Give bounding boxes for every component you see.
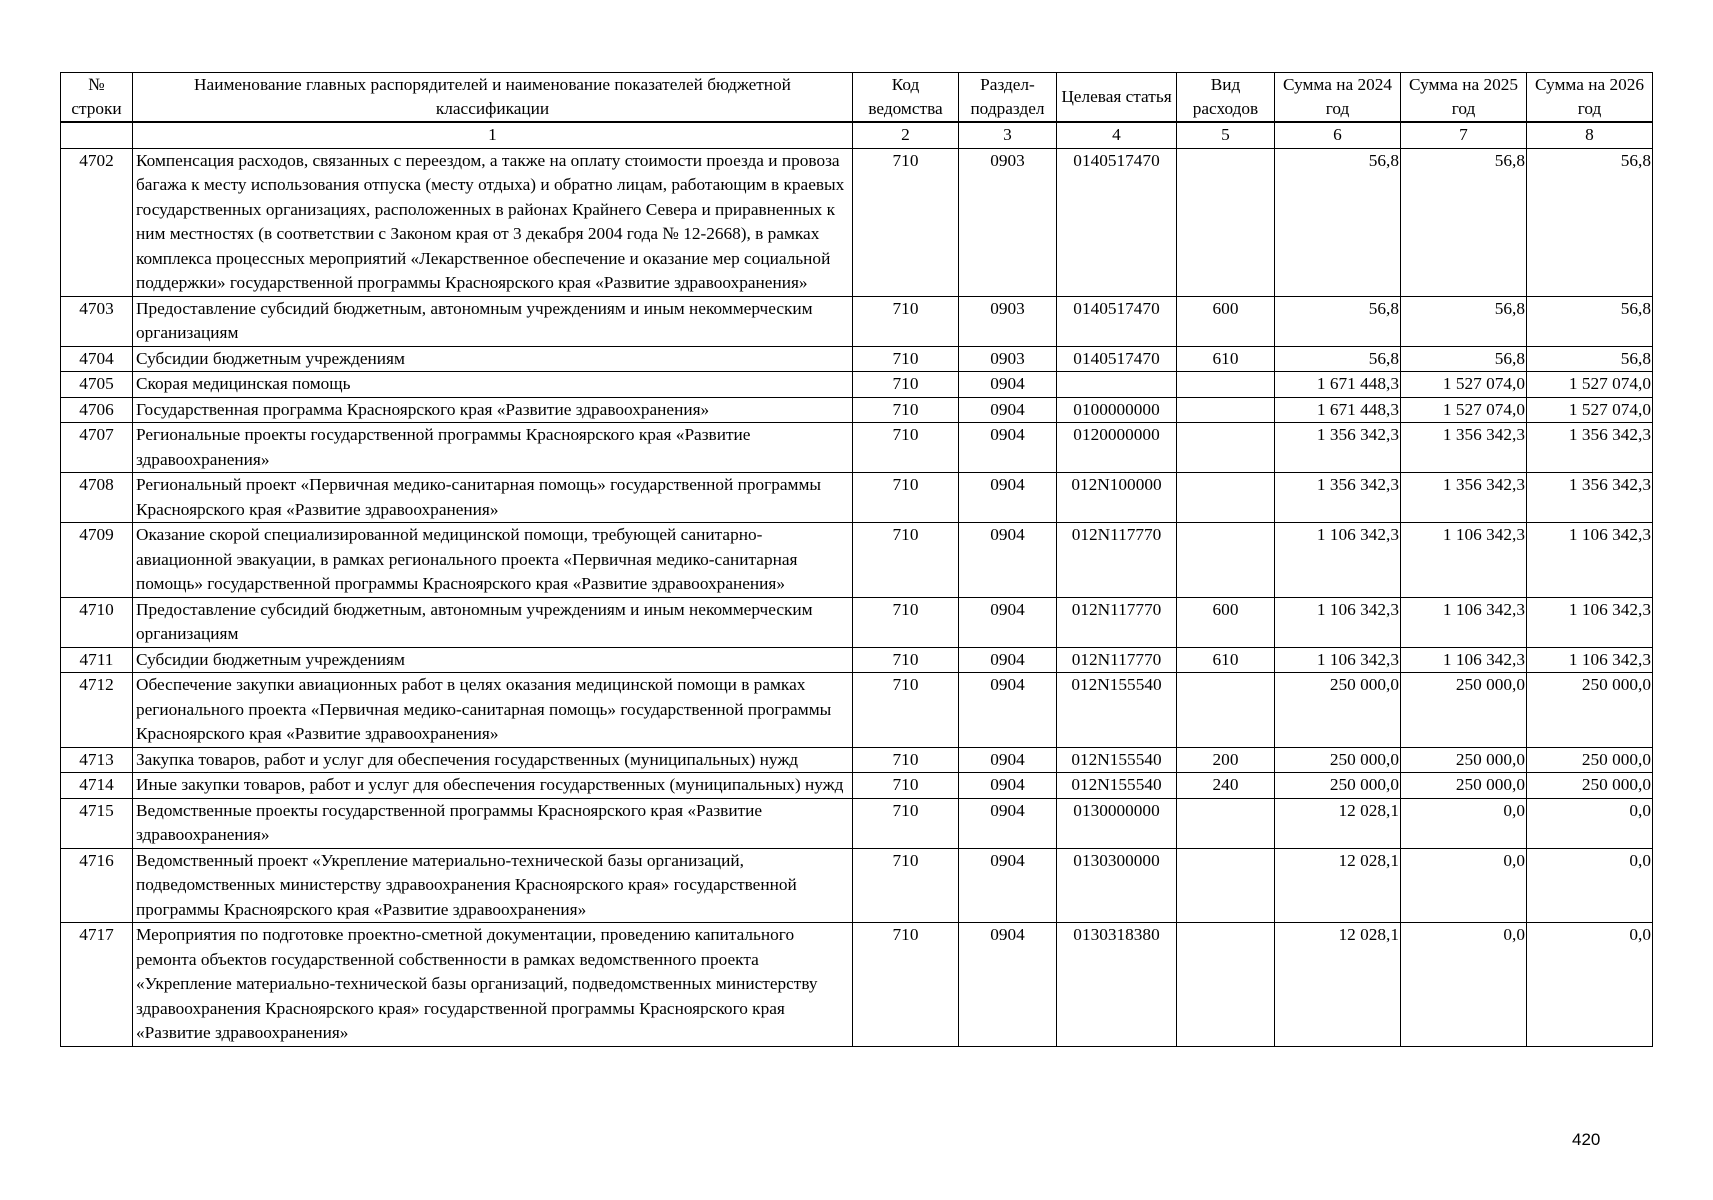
row-sum-2026: 250 000,0 [1527, 773, 1653, 799]
row-target: 012N155540 [1057, 673, 1177, 748]
header-section: Раздел-подраздел [959, 73, 1057, 123]
row-name: Оказание скорой специализированной медицинской помощи, требующей санитарно-авиационной эвакуации, в рамках регионального проекта «Первичная медико-санитарная помощь» государственной программы Красноярского края «Развитие здравоохранения» [133, 523, 853, 598]
column-number: 1 [133, 122, 853, 148]
table-row [61, 747, 1653, 773]
row-dept-code: 710 [853, 148, 959, 296]
table-row [61, 673, 1653, 748]
row-expense-type [1177, 372, 1275, 398]
header-row-number: № строки [61, 73, 133, 123]
row-section: 0904 [959, 798, 1057, 848]
row-sum-2024: 1 671 448,3 [1275, 397, 1401, 423]
row-sum-2024: 1 106 342,3 [1275, 523, 1401, 598]
row-name: Иные закупки товаров, работ и услуг для обеспечения государственных (муниципальных) нужд [133, 773, 853, 799]
row-section: 0903 [959, 148, 1057, 296]
column-number: 7 [1401, 122, 1527, 148]
row-target: 012N117770 [1057, 523, 1177, 598]
row-section: 0904 [959, 597, 1057, 647]
row-dept-code: 710 [853, 923, 959, 1047]
row-section: 0904 [959, 647, 1057, 673]
row-sum-2025: 250 000,0 [1401, 773, 1527, 799]
row-dept-code: 710 [853, 473, 959, 523]
row-number: 4704 [61, 346, 133, 372]
row-section: 0904 [959, 747, 1057, 773]
row-name: Скорая медицинская помощь [133, 372, 853, 398]
row-sum-2026: 250 000,0 [1527, 747, 1653, 773]
row-sum-2025: 56,8 [1401, 296, 1527, 346]
row-number: 4709 [61, 523, 133, 598]
row-target: 012N117770 [1057, 647, 1177, 673]
row-sum-2026: 1 106 342,3 [1527, 597, 1653, 647]
row-sum-2025: 1 106 342,3 [1401, 647, 1527, 673]
row-sum-2025: 0,0 [1401, 923, 1527, 1047]
row-target: 0100000000 [1057, 397, 1177, 423]
row-dept-code: 710 [853, 346, 959, 372]
row-section: 0904 [959, 397, 1057, 423]
row-target: 012N100000 [1057, 473, 1177, 523]
row-number: 4706 [61, 397, 133, 423]
row-sum-2024: 250 000,0 [1275, 673, 1401, 748]
header-dept-code: Код ведомства [853, 73, 959, 123]
row-name: Субсидии бюджетным учреждениям [133, 647, 853, 673]
row-name: Региональный проект «Первичная медико-санитарная помощь» государственной программы Красноярского края «Развитие здравоохранения» [133, 473, 853, 523]
table-row [61, 773, 1653, 799]
row-target: 0140517470 [1057, 148, 1177, 296]
row-sum-2026: 56,8 [1527, 148, 1653, 296]
row-name: Ведомственный проект «Укрепление материально-технической базы организаций, подведомственных министерству здравоохранения Красноярского края» государственной программы Красноярского края «Развитие здравоохранения» [133, 848, 853, 923]
row-number: 4707 [61, 423, 133, 473]
row-sum-2025: 1 106 342,3 [1401, 523, 1527, 598]
row-sum-2026: 250 000,0 [1527, 673, 1653, 748]
table-row [61, 346, 1653, 372]
row-name: Ведомственные проекты государственной программы Красноярского края «Развитие здравоохранения» [133, 798, 853, 848]
table-row [61, 372, 1653, 398]
header-expense-type: Вид расходов [1177, 73, 1275, 123]
row-dept-code: 710 [853, 798, 959, 848]
row-sum-2025: 56,8 [1401, 148, 1527, 296]
header-sum-2024: Сумма на 2024 год [1275, 73, 1401, 123]
column-number [61, 122, 133, 148]
row-dept-code: 710 [853, 597, 959, 647]
row-sum-2024: 12 028,1 [1275, 848, 1401, 923]
column-number: 4 [1057, 122, 1177, 148]
row-target: 0130000000 [1057, 798, 1177, 848]
row-number: 4710 [61, 597, 133, 647]
row-dept-code: 710 [853, 673, 959, 748]
row-expense-type: 600 [1177, 296, 1275, 346]
row-expense-type [1177, 673, 1275, 748]
row-sum-2026: 1 356 342,3 [1527, 423, 1653, 473]
row-sum-2024: 12 028,1 [1275, 923, 1401, 1047]
row-sum-2025: 1 106 342,3 [1401, 597, 1527, 647]
table-row [61, 597, 1653, 647]
row-sum-2025: 1 356 342,3 [1401, 473, 1527, 523]
row-sum-2024: 250 000,0 [1275, 747, 1401, 773]
row-sum-2025: 1 356 342,3 [1401, 423, 1527, 473]
row-sum-2024: 56,8 [1275, 296, 1401, 346]
row-target [1057, 372, 1177, 398]
column-number: 5 [1177, 122, 1275, 148]
row-name: Предоставление субсидий бюджетным, автономным учреждениям и иным некоммерческим организациям [133, 296, 853, 346]
row-number: 4705 [61, 372, 133, 398]
row-sum-2024: 56,8 [1275, 346, 1401, 372]
row-expense-type: 200 [1177, 747, 1275, 773]
header-sum-2026: Сумма на 2026 год [1527, 73, 1653, 123]
row-name: Субсидии бюджетным учреждениям [133, 346, 853, 372]
row-expense-type [1177, 798, 1275, 848]
row-dept-code: 710 [853, 523, 959, 598]
row-sum-2025: 250 000,0 [1401, 673, 1527, 748]
row-section: 0903 [959, 296, 1057, 346]
row-sum-2026: 1 527 074,0 [1527, 372, 1653, 398]
table-row [61, 647, 1653, 673]
row-dept-code: 710 [853, 747, 959, 773]
row-section: 0904 [959, 848, 1057, 923]
row-target: 0120000000 [1057, 423, 1177, 473]
row-sum-2024: 1 106 342,3 [1275, 597, 1401, 647]
row-dept-code: 710 [853, 397, 959, 423]
row-sum-2024: 1 356 342,3 [1275, 473, 1401, 523]
row-sum-2026: 1 106 342,3 [1527, 647, 1653, 673]
row-expense-type: 600 [1177, 597, 1275, 647]
row-name: Региональные проекты государственной программы Красноярского края «Развитие здравоохранения» [133, 423, 853, 473]
row-name: Компенсация расходов, связанных с переездом, а также на оплату стоимости проезда и провоза багажа к месту использования отпуска (месту отдыха) и обратно лицам, работающим в краевых государственных организациях, расположенных в районах Крайнего Севера и приравненных к ним местностях (в соответствии с Законом края от 3 декабря 2004 года № 12-2668), в рамках комплекса процессных мероприятий «Лекарственное обеспечение и оказание мер социальной поддержки» государственной программы Красноярского края «Развитие здравоохранения» [133, 148, 853, 296]
row-number: 4702 [61, 148, 133, 296]
row-dept-code: 710 [853, 848, 959, 923]
table-row [61, 148, 1653, 296]
row-number: 4711 [61, 647, 133, 673]
table-row [61, 848, 1653, 923]
row-target: 0130318380 [1057, 923, 1177, 1047]
row-sum-2024: 250 000,0 [1275, 773, 1401, 799]
row-sum-2025: 1 527 074,0 [1401, 372, 1527, 398]
row-sum-2026: 56,8 [1527, 346, 1653, 372]
row-section: 0904 [959, 773, 1057, 799]
table-row [61, 923, 1653, 1047]
row-dept-code: 710 [853, 647, 959, 673]
row-target: 0130300000 [1057, 848, 1177, 923]
row-sum-2024: 1 106 342,3 [1275, 647, 1401, 673]
page-number: 420 [1572, 1130, 1601, 1149]
row-name: Обеспечение закупки авиационных работ в целях оказания медицинской помощи в рамках регионального проекта «Первичная медико-санитарная помощь» государственной программы Красноярского края «Развитие здравоохранения» [133, 673, 853, 748]
row-sum-2025: 56,8 [1401, 346, 1527, 372]
row-number: 4703 [61, 296, 133, 346]
row-number: 4715 [61, 798, 133, 848]
row-expense-type [1177, 148, 1275, 296]
header-target: Целевая статья [1057, 73, 1177, 123]
row-sum-2024: 1 356 342,3 [1275, 423, 1401, 473]
row-sum-2026: 1 356 342,3 [1527, 473, 1653, 523]
row-section: 0903 [959, 346, 1057, 372]
row-sum-2026: 56,8 [1527, 296, 1653, 346]
row-section: 0904 [959, 473, 1057, 523]
row-target: 0140517470 [1057, 346, 1177, 372]
row-sum-2025: 0,0 [1401, 848, 1527, 923]
budget-table [60, 72, 1653, 1047]
row-sum-2024: 56,8 [1275, 148, 1401, 296]
row-dept-code: 710 [853, 773, 959, 799]
row-expense-type [1177, 397, 1275, 423]
row-expense-type: 240 [1177, 773, 1275, 799]
table-row [61, 423, 1653, 473]
row-dept-code: 710 [853, 372, 959, 398]
row-name: Государственная программа Красноярского края «Развитие здравоохранения» [133, 397, 853, 423]
table-row [61, 397, 1653, 423]
row-target: 012N117770 [1057, 597, 1177, 647]
column-number-row [61, 122, 1653, 148]
row-expense-type: 610 [1177, 647, 1275, 673]
table-row [61, 473, 1653, 523]
row-expense-type [1177, 473, 1275, 523]
row-number: 4708 [61, 473, 133, 523]
row-number: 4716 [61, 848, 133, 923]
table-row [61, 523, 1653, 598]
row-number: 4714 [61, 773, 133, 799]
row-sum-2025: 0,0 [1401, 798, 1527, 848]
table-row [61, 296, 1653, 346]
column-number: 3 [959, 122, 1057, 148]
row-sum-2026: 0,0 [1527, 923, 1653, 1047]
column-number: 2 [853, 122, 959, 148]
row-sum-2024: 1 671 448,3 [1275, 372, 1401, 398]
row-section: 0904 [959, 372, 1057, 398]
row-sum-2026: 0,0 [1527, 848, 1653, 923]
row-dept-code: 710 [853, 296, 959, 346]
row-sum-2026: 1 106 342,3 [1527, 523, 1653, 598]
row-number: 4712 [61, 673, 133, 748]
table-header-row [61, 73, 1653, 123]
row-expense-type [1177, 423, 1275, 473]
header-sum-2025: Сумма на 2025 год [1401, 73, 1527, 123]
row-number: 4717 [61, 923, 133, 1047]
row-section: 0904 [959, 923, 1057, 1047]
row-section: 0904 [959, 423, 1057, 473]
row-sum-2025: 250 000,0 [1401, 747, 1527, 773]
header-name: Наименование главных распорядителей и наименование показателей бюджетной классификации [133, 73, 853, 123]
row-sum-2024: 12 028,1 [1275, 798, 1401, 848]
row-target: 012N155540 [1057, 773, 1177, 799]
row-section: 0904 [959, 523, 1057, 598]
table-row [61, 798, 1653, 848]
column-number: 6 [1275, 122, 1401, 148]
row-target: 0140517470 [1057, 296, 1177, 346]
row-dept-code: 710 [853, 423, 959, 473]
column-number: 8 [1527, 122, 1653, 148]
row-expense-type [1177, 848, 1275, 923]
row-name: Предоставление субсидий бюджетным, автономным учреждениям и иным некоммерческим организациям [133, 597, 853, 647]
row-expense-type [1177, 523, 1275, 598]
row-name: Закупка товаров, работ и услуг для обеспечения государственных (муниципальных) нужд [133, 747, 853, 773]
row-sum-2025: 1 527 074,0 [1401, 397, 1527, 423]
row-target: 012N155540 [1057, 747, 1177, 773]
row-number: 4713 [61, 747, 133, 773]
row-name: Мероприятия по подготовке проектно-сметной документации, проведению капитального ремонта объектов государственной собственности в рамках ведомственного проекта «Укрепление материально-технической базы организаций, подведомственных министерству здравоохранения Красноярского края» государственной программы Красноярского края «Развитие здравоохранения» [133, 923, 853, 1047]
row-expense-type [1177, 923, 1275, 1047]
row-sum-2026: 0,0 [1527, 798, 1653, 848]
row-sum-2026: 1 527 074,0 [1527, 397, 1653, 423]
row-expense-type: 610 [1177, 346, 1275, 372]
row-section: 0904 [959, 673, 1057, 748]
